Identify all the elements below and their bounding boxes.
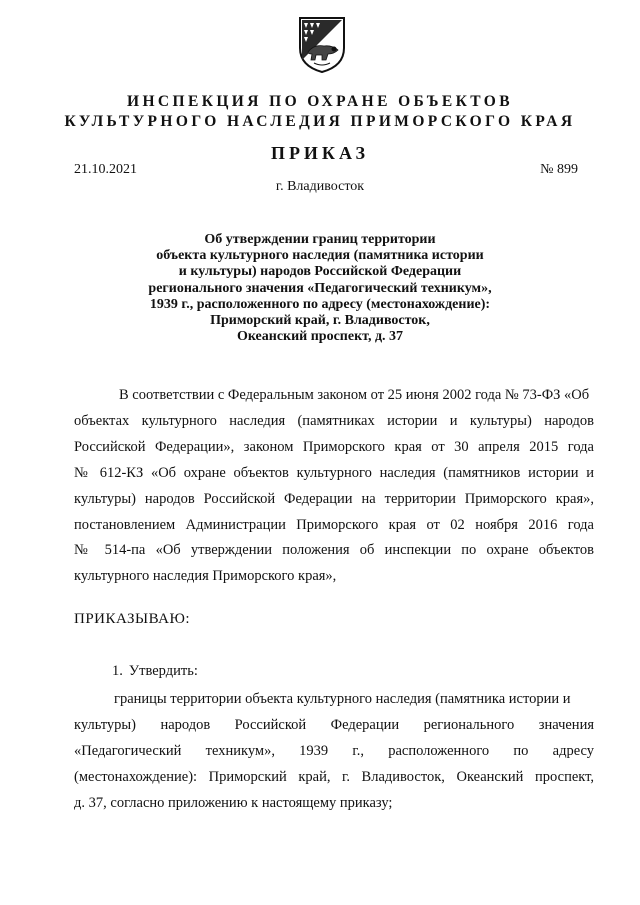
paragraph-line: «Педагогический техникум», 1939 г., расположенного по адресу xyxy=(74,742,594,759)
paragraph-line: объектах культурного наследия (памятниках истории и культуры) народов xyxy=(74,412,594,429)
subject-line: Океанский проспект, д. 37 xyxy=(236,329,404,345)
subject-line: регионального значения «Педагогический техникум», xyxy=(148,280,492,296)
list-item-label: Утвердить: xyxy=(128,663,198,679)
paragraph-line: (местонахождение): Приморский край, г. Владивосток, Океанский проспект, xyxy=(74,768,594,785)
list-item-1 xyxy=(112,663,198,680)
paragraph-line: № 514-па «Об утверждении положения об инспекции по охране объектов xyxy=(74,542,594,559)
paragraph-line: № 612-КЗ «Об охране объектов культурного наследия (памятников истории и xyxy=(74,464,594,481)
document-subject xyxy=(120,232,520,345)
paragraph-line: д. 37, согласно приложению к настоящему приказу; xyxy=(74,794,393,811)
paragraph-line: В соответствии с Федеральным законом от 25 июня 2002 года № 73-ФЗ «Об xyxy=(119,387,590,403)
decision-paragraph xyxy=(74,687,594,817)
subject-line: Приморский край, г. Владивосток, xyxy=(210,313,430,329)
document-type: ПРИКАЗ xyxy=(270,143,370,163)
paragraph-line: границы территории объекта культурного наследия (памятника истории и xyxy=(114,691,571,707)
org-name-line-1: ИНСПЕКЦИЯ ПО ОХРАНЕ ОБЪЕКТОВ xyxy=(127,93,513,110)
subject-line: 1939 г., расположенного по адресу (местонахождение): xyxy=(149,296,491,312)
paragraph-line: постановлением Администрации Приморского края от 02 ноября 2016 года xyxy=(74,516,594,533)
document-number: № 899 xyxy=(540,162,578,177)
coat-of-arms-icon xyxy=(294,14,350,74)
subject-line: и культуры) народов Российской Федерации xyxy=(178,264,462,280)
subject-line: Об утверждении границ территории xyxy=(204,232,436,247)
paragraph-line: культуры) народов Российской Федерации регионального значения xyxy=(74,716,594,733)
org-name-line-2: КУЛЬТУРНОГО НАСЛЕДИЯ ПРИМОРСКОГО КРАЯ xyxy=(64,113,576,130)
paragraph-line: Российской Федерации», законом Приморского края от 30 апреля 2015 года xyxy=(74,438,594,455)
list-item-number: 1. xyxy=(112,663,123,679)
subject-line: объекта культурного наследия (памятника истории xyxy=(156,248,484,264)
paragraph-line: культурного наследия Приморского края», xyxy=(74,568,337,585)
document-city: г. Владивосток xyxy=(275,179,365,194)
paragraph-line: культуры) народов Российской Федерации на территории Приморского края», xyxy=(74,490,594,507)
order-directive: ПРИКАЗЫВАЮ: xyxy=(74,611,191,627)
document-date: 21.10.2021 xyxy=(74,162,137,177)
preamble-paragraph xyxy=(74,383,594,590)
